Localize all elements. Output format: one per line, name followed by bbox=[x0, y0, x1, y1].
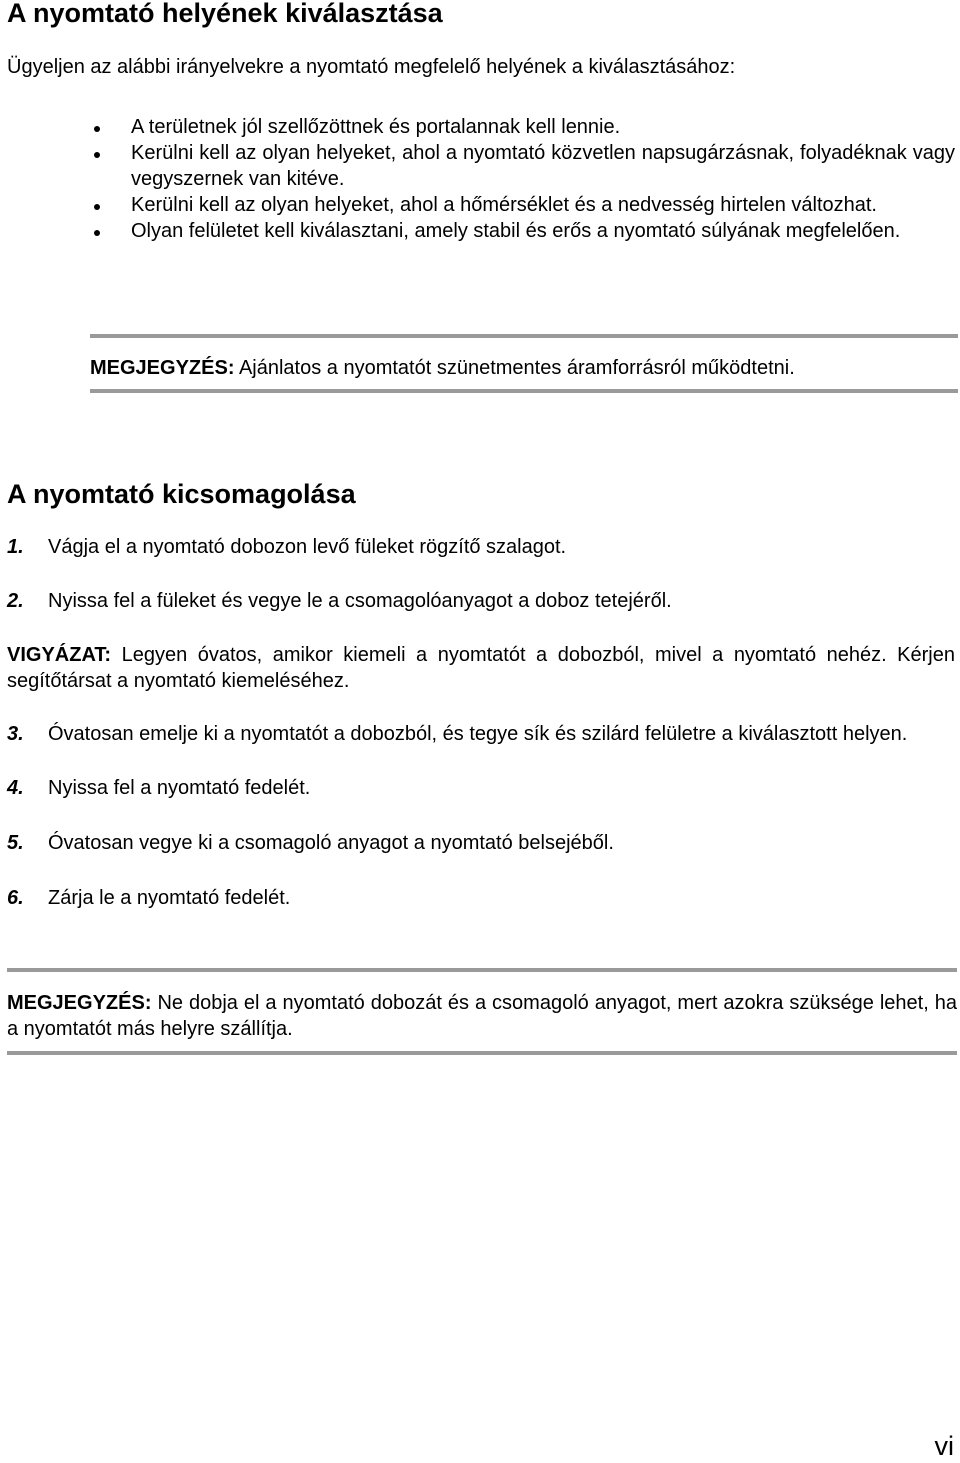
divider bbox=[90, 389, 958, 393]
step-item bbox=[7, 534, 955, 560]
note-text: Ajánlatos a nyomtatót szünetmentes áramforrásról működtetni. bbox=[234, 357, 795, 379]
step-text: Vágja el a nyomtató dobozon levő füleket rögzítő szalagot. bbox=[48, 536, 567, 558]
note-label: MEGJEGYZÉS: bbox=[90, 357, 235, 379]
step-number: 2. bbox=[7, 590, 24, 612]
list-item-text: Olyan felületet kell kiválasztani, amely stabil és erős a nyomtató súlyának megfelelően. bbox=[131, 220, 901, 242]
step-item bbox=[7, 830, 955, 856]
section-title-unpacking: A nyomtató kicsomagolása bbox=[7, 479, 356, 509]
list-item bbox=[7, 218, 955, 244]
list-item-text: Kerülni kell az olyan helyeket, ahol a hőmérséklet és a nedvesség hirtelen változhat. bbox=[131, 194, 877, 216]
note-label: MEGJEGYZÉS: bbox=[7, 992, 152, 1014]
list-item-text: Kerülni kell az olyan helyeket, ahol a nyomtató közvetlen napsugárzásnak, folyadéknak vagy vegyszernek van kitéve. bbox=[131, 142, 955, 190]
step-text: Óvatosan vegye ki a csomagoló anyagot a nyomtató belsejéből. bbox=[48, 832, 614, 854]
step-item bbox=[7, 775, 955, 801]
page-number: vi bbox=[934, 1431, 954, 1461]
list-item bbox=[7, 192, 955, 218]
step-number: 6. bbox=[7, 887, 24, 909]
list-item bbox=[7, 114, 955, 140]
note-text: Ne dobja el a nyomtató dobozát és a csomagoló anyagot, mert azokra szüksége lehet, ha a nyomtatót más helyre szállítja. bbox=[7, 992, 957, 1040]
step-text: Nyissa fel a füleket és vegye le a csomagolóanyagot a doboz tetejéről. bbox=[48, 590, 672, 612]
caution-label: VIGYÁZAT: bbox=[7, 644, 112, 666]
intro-paragraph: Ügyeljen az alábbi irányelvekre a nyomtató megfelelő helyének a kiválasztásához: bbox=[7, 56, 736, 78]
list-item bbox=[7, 140, 955, 192]
divider bbox=[7, 1051, 957, 1055]
note-paragraph bbox=[90, 338, 958, 389]
section-title-printer-location: A nyomtató helyének kiválasztása bbox=[7, 0, 443, 28]
bullet-icon bbox=[94, 126, 100, 132]
step-item bbox=[7, 885, 955, 911]
step-text: Nyissa fel a nyomtató fedelét. bbox=[48, 777, 311, 799]
step-text: Óvatosan emelje ki a nyomtatót a dobozból, és tegye sík és szilárd felületre a kiválasztott helyen. bbox=[48, 723, 908, 745]
step-number: 1. bbox=[7, 536, 24, 558]
caution-text: Legyen óvatos, amikor kiemeli a nyomtatót a dobozból, mivel a nyomtató nehéz. Kérjen segítőtársat a nyomtató kiemeléséhez. bbox=[7, 644, 955, 692]
step-number: 5. bbox=[7, 832, 24, 854]
bullet-icon bbox=[94, 152, 100, 158]
note-box-packaging bbox=[7, 968, 957, 1055]
bullet-icon bbox=[94, 230, 100, 236]
list-item-text: A területnek jól szellőzöttnek és portalannak kell lennie. bbox=[131, 116, 621, 138]
note-paragraph bbox=[7, 972, 957, 1042]
step-number: 3. bbox=[7, 723, 24, 745]
location-guidelines-list bbox=[7, 114, 955, 244]
bullet-icon bbox=[94, 204, 100, 210]
unpacking-steps bbox=[7, 534, 955, 911]
step-item bbox=[7, 721, 955, 747]
note-box-power bbox=[90, 334, 958, 393]
step-text: Zárja le a nyomtató fedelét. bbox=[48, 887, 291, 909]
caution-paragraph bbox=[7, 642, 955, 694]
step-item bbox=[7, 588, 955, 614]
step-number: 4. bbox=[7, 777, 24, 799]
